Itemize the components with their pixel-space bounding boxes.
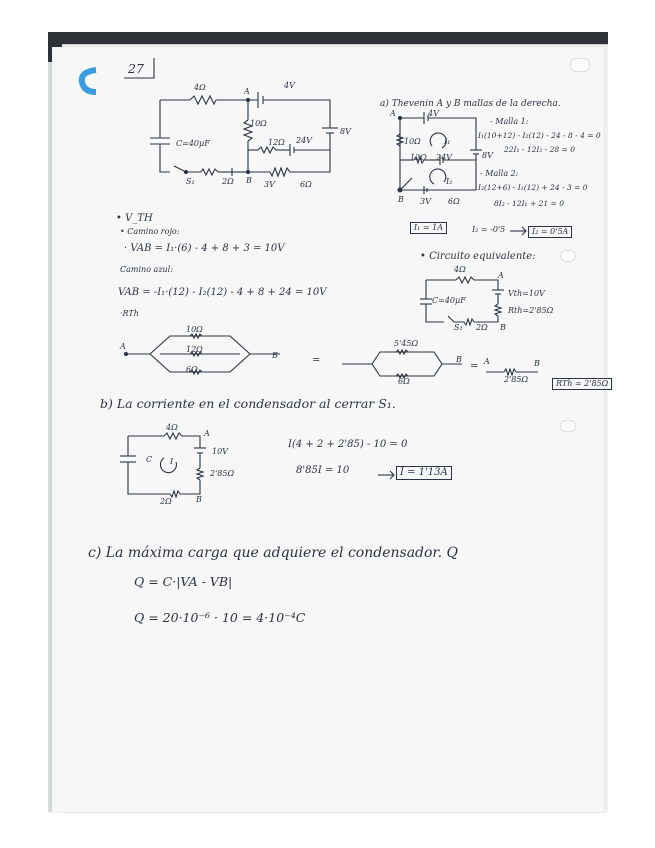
equivalent-label: • Circuito equivalente: <box>420 251 536 262</box>
mesh1-eq2: 22I₁ - 12I₂ - 28 = 0 <box>504 145 575 154</box>
rth-node-b2: B <box>456 355 462 364</box>
equals-sign: = <box>312 355 321 366</box>
page-number-box <box>124 58 156 80</box>
rth-r6b: 6Ω <box>398 377 410 386</box>
top-v24-label: 24V <box>296 136 312 145</box>
rth-r10: 10Ω <box>186 325 203 334</box>
part-a-heading: a) Thevenin A y B mallas de la derecha. <box>380 99 561 109</box>
part-b-r285: 2'85Ω <box>210 469 235 478</box>
vth-label: • V_TH <box>116 213 153 224</box>
part-b-result: I = 1'13A <box>396 466 452 480</box>
path-blue-eq: VAB = -I₁·(12) - I₂(12) - 4 + 8 + 24 = 10V <box>118 287 327 298</box>
part-b-eq2: 8'85I = 10 <box>296 465 350 476</box>
rth-r545: 5'45Ω <box>394 339 419 348</box>
i1-result: I₁ = 1A <box>410 222 447 234</box>
top-circuit-diagram <box>140 80 360 190</box>
top-v8-label: 8V <box>340 127 351 136</box>
rth-r285: 2'85Ω <box>504 375 529 384</box>
top-cap-label: C=40μF <box>176 139 210 148</box>
top-r2-label: 2Ω <box>222 177 234 186</box>
punch-hole <box>560 250 576 262</box>
part-a-v24: 24V <box>436 153 452 162</box>
top-v3-label: 3V <box>264 180 275 189</box>
equiv-vth: Vth=10V <box>508 289 545 298</box>
equiv-node-a: A <box>498 271 504 280</box>
path-red-eq: · VAB = I₁·(6) - 4 + 8 + 3 = 10V <box>124 243 285 254</box>
part-b-r4: 4Ω <box>166 423 178 432</box>
equiv-rth: Rth=2'85Ω <box>508 306 554 315</box>
part-b-eq1: I(4 + 2 + 2'85) - 10 = 0 <box>288 439 408 450</box>
mesh1-label: - Malla 1: <box>490 117 529 126</box>
mesh1-eq1: I₁(10+12) - I₂(12) - 24 - 8 - 4 = 0 <box>478 131 601 140</box>
rth-node-a: A <box>120 342 126 351</box>
rth-node-b: B <box>272 351 278 360</box>
rth-parallel-diagram <box>120 330 290 380</box>
rth-label: ·RTh <box>120 309 139 318</box>
part-a-v8: 8V <box>482 151 493 160</box>
mesh2-label: - Malla 2: <box>480 169 519 178</box>
equals-sign-2: = <box>470 361 479 372</box>
part-c-heading: c) La máxima carga que adquiere el condensador. Q <box>88 545 458 561</box>
top-r12-label: 12Ω <box>268 138 285 147</box>
equiv-cap: C=40μF <box>432 296 466 305</box>
part-a-node-a: A <box>390 109 396 118</box>
top-r6-label: 6Ω <box>300 180 312 189</box>
mesh2-eq1: I₂(12+6) - I₁(12) + 24 - 3 = 0 <box>478 183 588 192</box>
part-a-r12: 12Ω <box>410 153 427 162</box>
part-b-v10: 10V <box>212 447 228 456</box>
mesh2-eq2: 8I₂ - 12I₁ + 21 = 0 <box>494 199 564 208</box>
rth-reduced-diagram <box>338 339 468 382</box>
part-b-node-a: A <box>204 429 210 438</box>
part-b-circuit-diagram <box>120 428 220 508</box>
part-b-i-loop: I <box>170 457 174 466</box>
equiv-r4: 4Ω <box>454 265 466 274</box>
part-a-r6: 6Ω <box>448 197 460 206</box>
arrow <box>378 470 398 480</box>
part-a-i1: I₁ <box>444 137 451 146</box>
rth-node-a2: A <box>484 357 490 366</box>
equiv-r2: 2Ω <box>476 323 488 332</box>
part-b-heading: b) La corriente en el condensador al cerrar S₁. <box>100 396 396 411</box>
part-b-node-b: B <box>196 495 202 504</box>
top-r4-label: 4Ω <box>194 83 206 92</box>
part-a-r10: 10Ω <box>404 137 421 146</box>
part-c-eq1: Q = C·|VA - VB| <box>134 574 233 589</box>
top-v4-label: 4V <box>284 81 295 90</box>
margin-mark <box>76 66 100 96</box>
rth-result: RTh = 2'85Ω <box>552 378 612 390</box>
arrow <box>510 226 530 236</box>
i2-result: I₂ = 0'5A <box>528 226 572 238</box>
part-b-r2: 2Ω <box>160 497 172 506</box>
top-node-b: B <box>246 176 252 185</box>
top-r10-label: 10Ω <box>250 119 267 128</box>
top-node-a: A <box>244 87 250 96</box>
part-a-v4: 4V <box>428 109 439 118</box>
path-red-label: • Camino rojo: <box>120 227 180 236</box>
rth-r12: 12Ω <box>186 345 203 354</box>
part-a-i2: I₂ <box>446 177 453 186</box>
rth-node-b3: B <box>534 359 540 368</box>
top-switch-label: S₁ <box>186 177 195 186</box>
equiv-node-b: B <box>500 323 506 332</box>
i2-value: I₂ = -0'5 <box>472 225 506 234</box>
part-a-node-b: B <box>398 195 404 204</box>
punch-hole <box>560 420 576 432</box>
rth-r6: 6Ω <box>186 365 198 374</box>
path-blue-label: Camino azul: <box>120 265 173 274</box>
part-b-cap: C <box>146 455 153 464</box>
punch-hole <box>570 58 590 72</box>
part-a-v3: 3V <box>420 197 431 206</box>
part-c-eq2: Q = 20·10⁻⁶ · 10 = 4·10⁻⁴C <box>134 610 306 625</box>
equiv-switch: S₁ <box>454 323 463 332</box>
page-number: 27 <box>128 61 144 76</box>
